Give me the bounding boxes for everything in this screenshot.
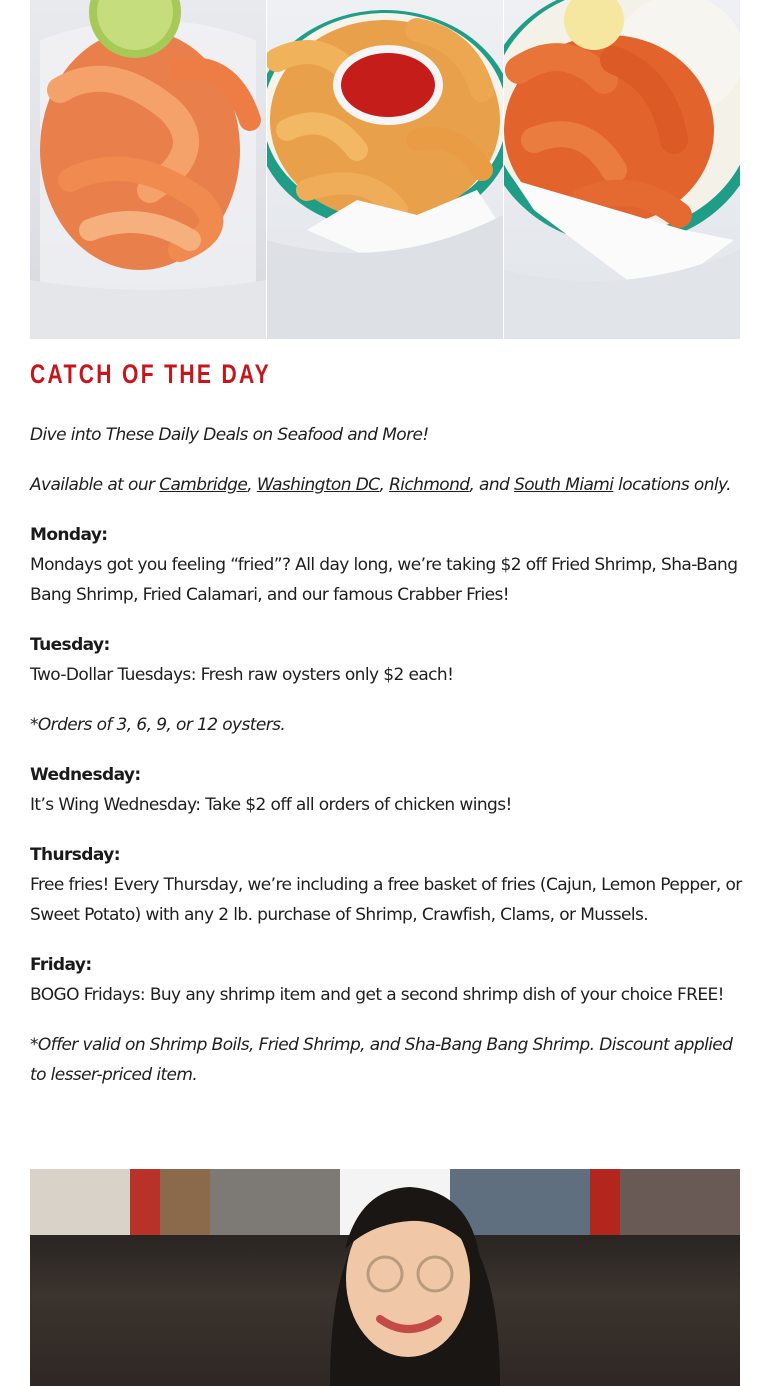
availability-text bbox=[30, 470, 742, 500]
section-title: CATCH OF THE DAY bbox=[30, 359, 272, 389]
deal-text: BOGO Fridays: Buy any shrimp item and get a second shrimp dish of your choice FREE! bbox=[30, 985, 724, 1005]
daily-deals-section bbox=[30, 356, 742, 1090]
deal-tuesday bbox=[30, 630, 742, 690]
deal-note: *Offer valid on Shrimp Boils, Fried Shrimp, and Sha-Bang Bang Shrimp. Discount applied to lesser-priced item. bbox=[30, 1035, 733, 1085]
staff-portrait-photo bbox=[30, 1169, 740, 1386]
hero-image-strip bbox=[30, 0, 740, 339]
location-link-richmond[interactable]: Richmond bbox=[389, 475, 470, 495]
day-label: Friday: bbox=[30, 955, 92, 975]
cajun-shrimp-photo bbox=[504, 0, 740, 339]
intro-text: Dive into These Daily Deals on Seafood and More! bbox=[30, 425, 429, 445]
availability-prefix: Available at our bbox=[30, 475, 160, 495]
availability-suffix: locations only. bbox=[613, 475, 731, 495]
day-label: Thursday: bbox=[30, 845, 120, 865]
boiled-shrimp-photo bbox=[30, 0, 266, 339]
location-link-cambridge[interactable]: Cambridge bbox=[159, 475, 248, 495]
separator: , bbox=[247, 475, 257, 495]
deal-thursday bbox=[30, 840, 742, 930]
day-label: Monday: bbox=[30, 525, 108, 545]
day-label: Wednesday: bbox=[30, 765, 141, 785]
deal-note: *Orders of 3, 6, 9, or 12 oysters. bbox=[30, 715, 286, 735]
location-link-washington-dc[interactable]: Washington DC bbox=[256, 475, 380, 495]
day-label: Tuesday: bbox=[30, 635, 110, 655]
separator: , bbox=[379, 475, 390, 495]
location-link-south-miami[interactable]: South Miami bbox=[514, 475, 614, 495]
deal-wednesday bbox=[30, 760, 742, 820]
fried-shrimp-photo bbox=[267, 0, 503, 339]
deal-text: Free fries! Every Thursday, we’re including a free basket of fries (Cajun, Lemon Pepper, or Sweet Potato) with any 2 lb. purchase of Shrimp, Crawfish, Clams, or Mussels. bbox=[30, 875, 742, 925]
separator: , and bbox=[469, 475, 515, 495]
deal-friday bbox=[30, 950, 742, 1010]
deal-text: Mondays got you feeling “fried”? All day long, we’re taking $2 off Fried Shrimp, Sha-Bang Bang Shrimp, Fried Calamari, and our famous Crabber Fries! bbox=[30, 555, 738, 605]
deal-monday bbox=[30, 520, 742, 610]
deal-text: Two-Dollar Tuesdays: Fresh raw oysters only $2 each! bbox=[30, 665, 454, 685]
deal-text: It’s Wing Wednesday: Take $2 off all orders of chicken wings! bbox=[30, 795, 512, 815]
